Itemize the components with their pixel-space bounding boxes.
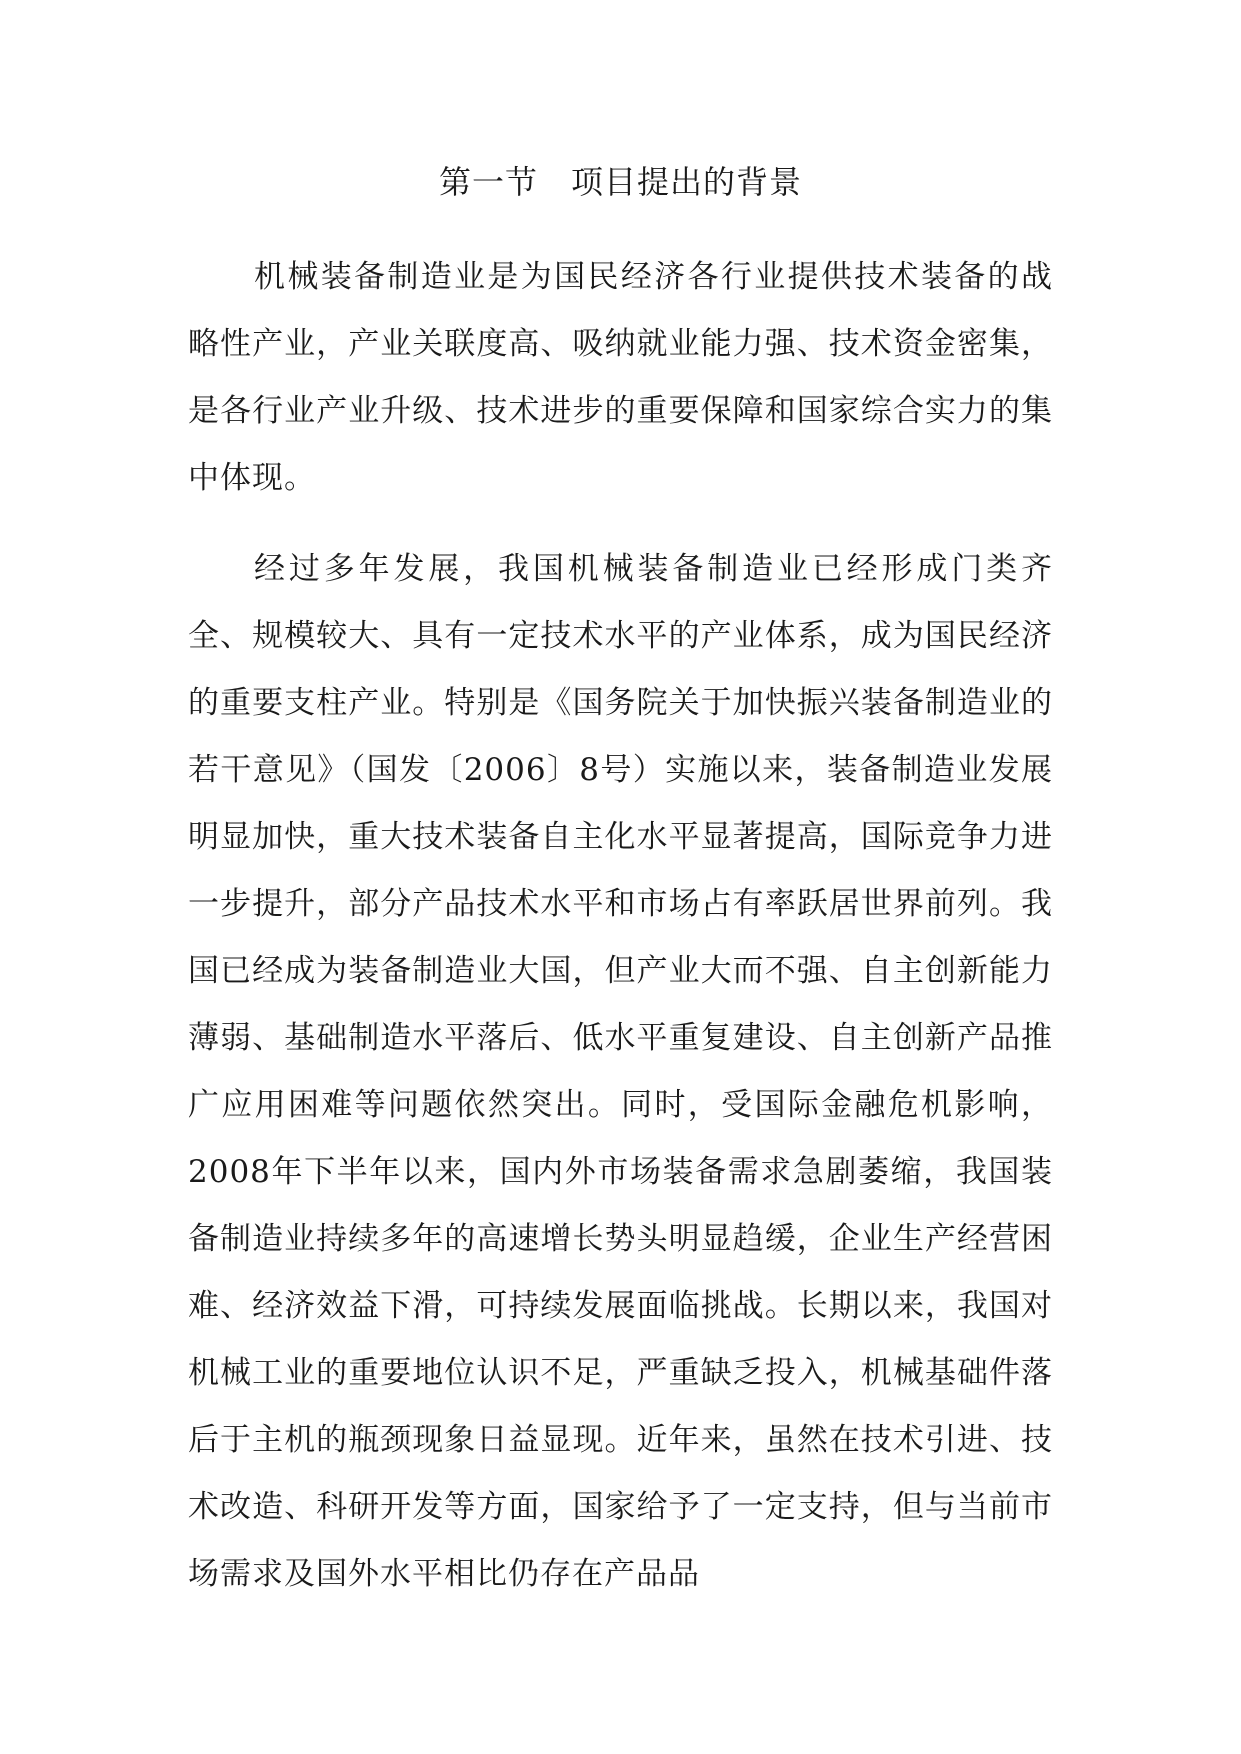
- paragraph-2: 经过多年发展，我国机械装备制造业已经形成门类齐全、规模较大、具有一定技术水平的产业体系，成为国民经济的重要支柱产业。特别是《国务院关于加快振兴装备制造业的若干意见》（国发〔2006〕8号）实施以来，装备制造业发展明显加快，重大技术装备自主化水平显著提高，国际竞争力进一步提升，部分产品技术水平和市场占有率跃居世界前列。我国已经成为装备制造业大国，但产业大而不强、自主创新能力薄弱、基础制造水平落后、低水平重复建设、自主创新产品推广应用困难等问题依然突出。同时，受国际金融危机影响，2008年下半年以来，国内外市场装备需求急剧萎缩，我国装备制造业持续多年的高速增长势头明显趋缓，企业生产经营困难、经济效益下滑，可持续发展面临挑战。长期以来，我国对机械工业的重要地位认识不足，严重缺乏投入，机械基础件落后于主机的瓶颈现象日益显现。近年来，虽然在技术引进、技术改造、科研开发等方面，国家给予了一定支持，但与当前市场需求及国外水平相比仍存在产品品: [188, 551, 1053, 1592]
- section-title: 第一节 项目提出的背景: [438, 163, 802, 201]
- paragraph-1: 机械装备制造业是为国民经济各行业提供技术装备的战略性产业，产业关联度高、吸纳就业能力强、技术资金密集，是各行业产业升级、技术进步的重要保障和国家综合实力的集中体现。: [188, 259, 1053, 496]
